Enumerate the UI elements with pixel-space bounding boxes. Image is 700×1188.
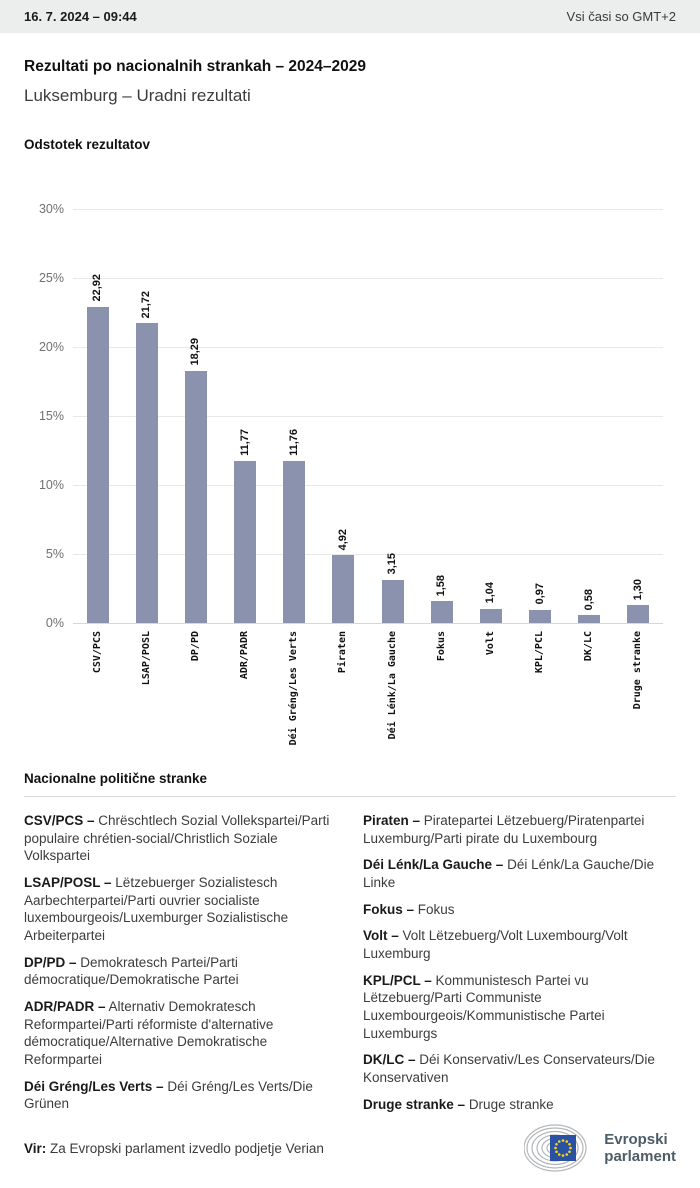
legend-entry xyxy=(363,812,676,847)
party-abbreviation: Volt – xyxy=(363,928,399,944)
bar xyxy=(87,307,109,623)
y-tick-label: 25% xyxy=(38,271,64,285)
party-full-name: Druge stranke xyxy=(468,1096,554,1112)
bar-column xyxy=(73,209,122,623)
bar xyxy=(431,601,453,623)
bar-column xyxy=(516,209,565,623)
x-tick-label: ADR/PADR xyxy=(239,631,251,680)
y-tick-label: 30% xyxy=(38,202,64,216)
x-tick-label: KPL/PCL xyxy=(534,631,546,674)
y-tick-label: 5% xyxy=(45,547,64,561)
x-tick-label: Volt xyxy=(484,631,496,656)
main-content xyxy=(0,33,700,1122)
legend-entry xyxy=(363,927,676,962)
source-note xyxy=(24,1141,324,1156)
y-tick-label: 20% xyxy=(38,340,64,354)
x-label-cell xyxy=(221,623,270,765)
bar-value-label: 0,58 xyxy=(582,588,595,610)
bar-column xyxy=(122,209,171,623)
bar xyxy=(529,610,551,623)
party-full-name: Déi Lénk/La Gauche/Die Linke xyxy=(363,857,655,891)
bar xyxy=(185,371,207,623)
top-bar xyxy=(0,0,700,33)
bar-value-label: 21,72 xyxy=(140,290,153,319)
party-abbreviation: LSAP/POSL – xyxy=(24,875,112,891)
bar-column xyxy=(368,209,417,623)
gridline xyxy=(45,616,663,630)
y-tick-label: 0% xyxy=(45,616,64,630)
legend-entry xyxy=(363,1096,676,1114)
x-tick-label: DP/PD xyxy=(189,631,201,662)
x-tick-label: CSV/PCS xyxy=(91,631,103,674)
bar-column xyxy=(565,209,614,623)
legend-entry xyxy=(24,812,337,865)
report-datetime: 16. 7. 2024 – 09:44 xyxy=(24,9,137,24)
x-tick-label: Déi Lénk/La Gauche xyxy=(386,631,398,740)
bar-column xyxy=(417,209,466,623)
x-tick-label: LSAP/POSL xyxy=(140,631,152,686)
bar-value-label: 4,92 xyxy=(336,528,349,551)
bar-column xyxy=(466,209,515,623)
party-abbreviation: ADR/PADR – xyxy=(24,999,106,1015)
party-abbreviation: Druge stranke – xyxy=(363,1096,466,1112)
x-label-cell xyxy=(614,623,663,765)
party-full-name: Déi Gréng/Les Verts/Die Grünen xyxy=(24,1078,313,1112)
source-label: Vir: xyxy=(24,1140,47,1156)
legend-entry xyxy=(363,972,676,1043)
bar-value-label: 11,77 xyxy=(238,428,251,456)
bar-column xyxy=(221,209,270,623)
bar xyxy=(578,615,600,623)
party-abbreviation: KPL/PCL – xyxy=(363,972,432,988)
bar-column xyxy=(319,209,368,623)
hemicycle-eu-flag-icon xyxy=(524,1122,596,1174)
x-label-cell xyxy=(319,623,368,765)
x-label-cell xyxy=(368,623,417,765)
bar-value-label: 1,58 xyxy=(435,574,448,597)
x-tick-label: DK/LC xyxy=(583,631,595,662)
bar-value-label: 3,15 xyxy=(386,553,399,575)
x-label-cell xyxy=(270,623,319,765)
party-abbreviation: DP/PD – xyxy=(24,954,77,970)
party-full-name: Piratepartei Lëtzebuerg/Piratenpartei Luxemburg/Parti pirate du Luxembourg xyxy=(363,813,645,846)
legend-column-right xyxy=(363,812,676,1122)
x-tick-label: Druge stranke xyxy=(632,631,644,710)
legend-columns xyxy=(24,812,676,1122)
legend-entry xyxy=(24,954,337,989)
party-full-name: Chrëschtlech Sozial Vollekspartei/Parti populaire chrétien-social/Christlich Soziale Volkspartei xyxy=(24,813,330,864)
logo-line-1: Evropski xyxy=(604,1131,668,1149)
legend-entry xyxy=(24,874,337,945)
party-full-name: Déi Konservativ/Les Conservateurs/Die Konservativen xyxy=(363,1052,655,1086)
party-full-name: Fokus xyxy=(417,901,455,917)
x-label-cell xyxy=(417,623,466,765)
page-title: Rezultati po nacionalnih strankah – 2024–2029 xyxy=(24,58,366,75)
bar xyxy=(332,555,354,623)
y-tick-label: 10% xyxy=(38,478,64,492)
source-text: Za Evropski parlament izvedlo podjetje Verian xyxy=(50,1140,324,1156)
x-label-cell xyxy=(171,623,220,765)
x-tick-label: Déi Gréng/Les Verts xyxy=(288,631,300,746)
legend-entry xyxy=(363,901,676,919)
plot-area xyxy=(38,202,663,630)
bar-value-label: 1,04 xyxy=(484,582,497,604)
bar-column xyxy=(171,209,220,623)
bars-row xyxy=(73,209,663,623)
x-label-cell xyxy=(565,623,614,765)
bar xyxy=(627,605,649,623)
bar-value-label: 18,29 xyxy=(189,338,202,366)
chart-title: Odstotek rezultatov xyxy=(24,137,151,152)
logo-line-2: parlament xyxy=(604,1148,676,1166)
party-abbreviation: Piraten – xyxy=(363,813,421,828)
bar xyxy=(382,580,404,624)
party-abbreviation: DK/LC – xyxy=(363,1052,416,1068)
timezone-note: Vsi časi so GMT+2 xyxy=(566,9,676,24)
legend-divider xyxy=(24,796,676,797)
bar-value-label: 0,97 xyxy=(533,583,546,605)
bar-value-label: 22,92 xyxy=(91,274,104,302)
legend-entry xyxy=(363,1051,676,1086)
party-full-name: Kommunistesch Partei vu Lëtzebuerg/Parti Communiste Luxembourgeois/Kommunistische Partei Luxemburgs xyxy=(363,972,605,1041)
bar xyxy=(136,323,158,623)
party-abbreviation: Déi Lénk/La Gauche – xyxy=(363,857,504,873)
x-tick-label: Fokus xyxy=(435,631,447,662)
bar-column xyxy=(614,209,663,623)
legend-entry xyxy=(24,998,337,1069)
legend-heading: Nacionalne politične stranke xyxy=(24,771,208,786)
legend-entry xyxy=(24,1078,337,1113)
bar xyxy=(234,461,256,623)
bar-value-label: 11,76 xyxy=(287,428,300,456)
party-abbreviation: CSV/PCS – xyxy=(24,813,95,828)
y-tick-label: 15% xyxy=(38,409,64,423)
party-abbreviation: Déi Gréng/Les Verts – xyxy=(24,1078,164,1094)
x-label-cell xyxy=(73,623,122,765)
european-parliament-logo xyxy=(524,1122,676,1174)
party-full-name: Lëtzebuerger Sozialistesch Aarbechterpartei/Parti ouvrier socialiste luxembourgeois/Luxemburger Sozialistische Arbeiterpartei xyxy=(24,875,289,944)
x-label-cell xyxy=(466,623,515,765)
party-full-name: Demokratesch Partei/Parti démocratique/Demokratische Partei xyxy=(24,954,239,988)
footer xyxy=(0,1122,700,1188)
x-label-cell xyxy=(122,623,171,765)
legend-entry xyxy=(363,856,676,891)
party-full-name: Volt Lëtzebuerg/Volt Luxembourg/Volt Luxemburg xyxy=(363,928,628,962)
bar-column xyxy=(270,209,319,623)
x-axis-labels xyxy=(73,623,663,765)
bar xyxy=(283,461,305,623)
logo-wordmark xyxy=(604,1131,676,1166)
x-label-cell xyxy=(516,623,565,765)
party-abbreviation: Fokus – xyxy=(363,901,415,917)
bar xyxy=(480,609,502,623)
legend-column-left xyxy=(24,812,337,1122)
bar-value-label: 1,30 xyxy=(631,578,644,601)
party-full-name: Alternativ Demokratesch Reformpartei/Parti réformiste d'alternative démocratique/Alternative Demokratische Reformpartei xyxy=(24,999,274,1068)
x-tick-label: Piraten xyxy=(337,631,349,674)
page-subtitle: Luksemburg – Uradni rezultati xyxy=(24,86,251,105)
